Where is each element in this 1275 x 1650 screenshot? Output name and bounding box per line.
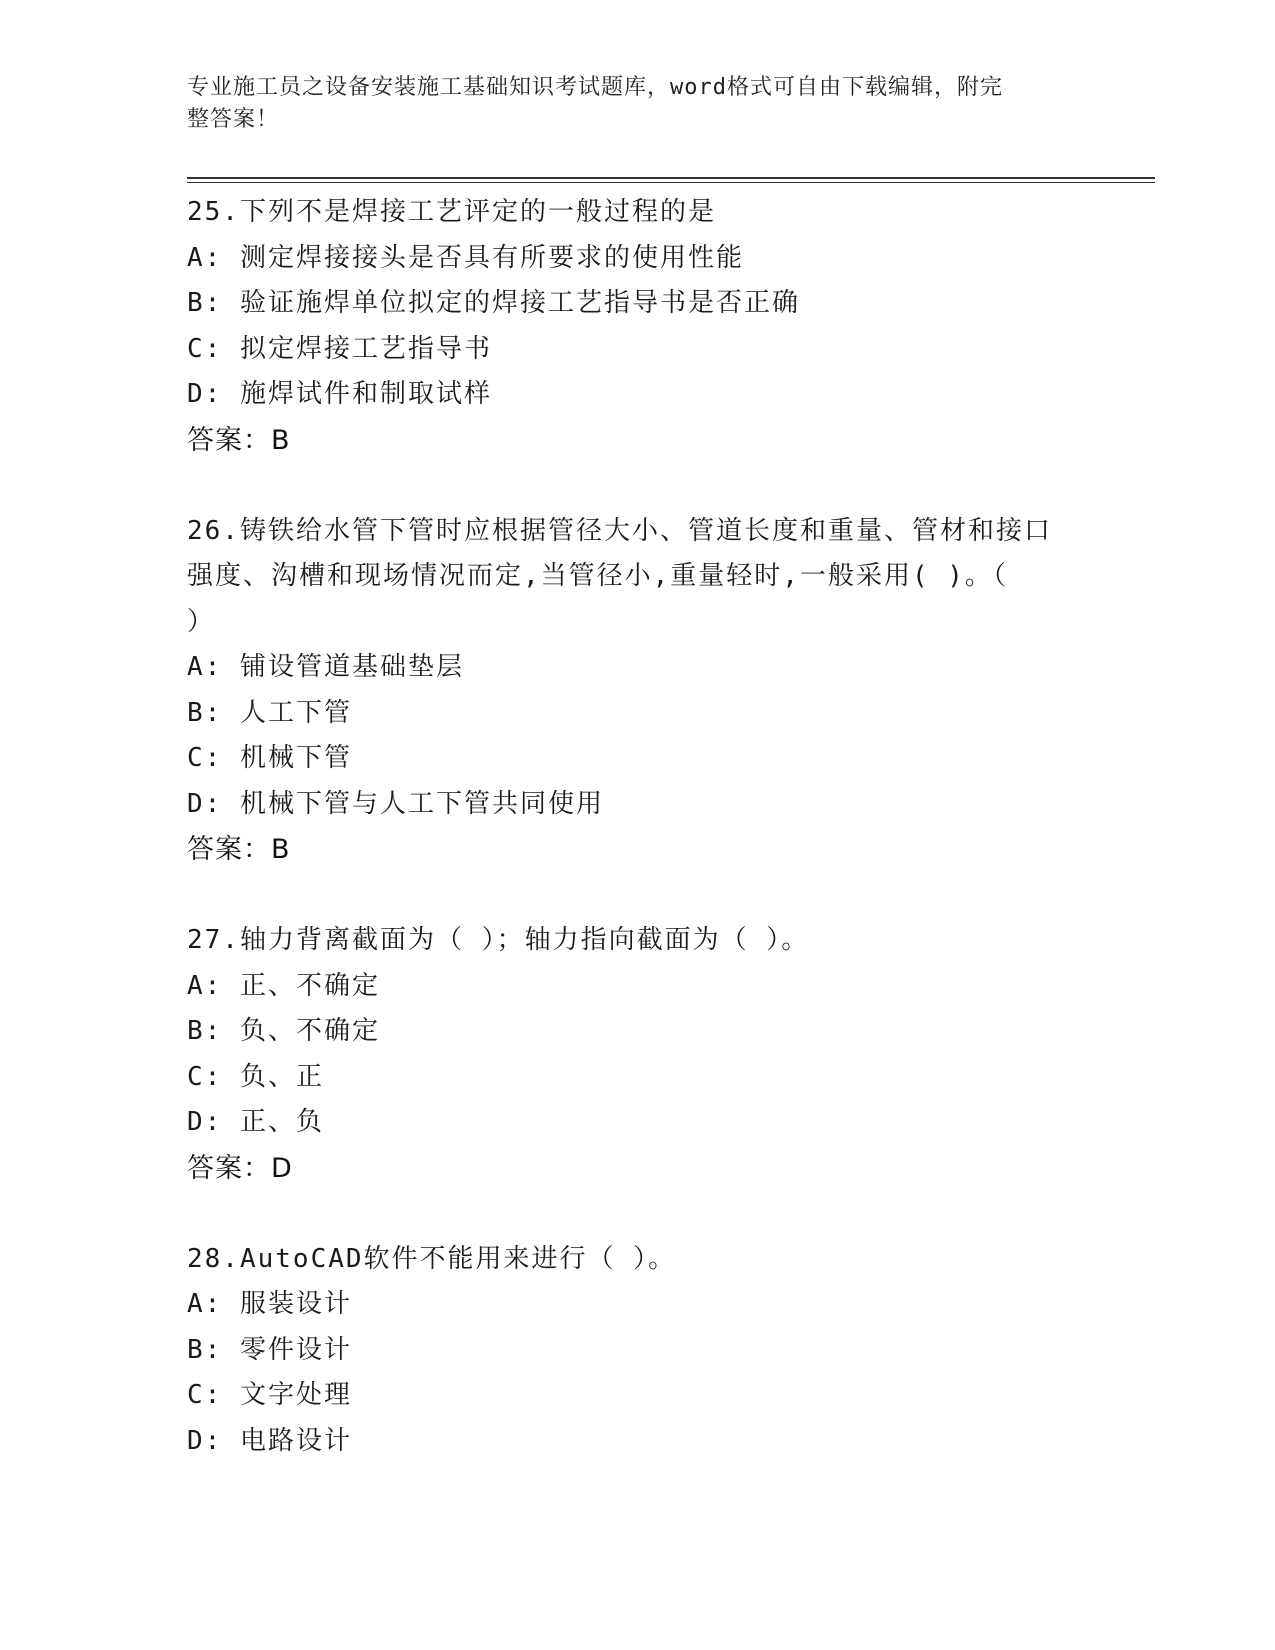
option-d: D: 机械下管与人工下管共同使用: [187, 788, 604, 819]
question-stem: 28.AutoCAD软件不能用来进行（ ）。: [187, 1243, 677, 1274]
option-c: C: 负、正: [187, 1061, 324, 1092]
header-divider-thin: [187, 182, 1155, 183]
question-spacer: [187, 1191, 1087, 1237]
question-stem-continued: ）: [187, 606, 216, 637]
option-d: D: 施焊试件和制取试样: [187, 379, 492, 409]
header-line-1: 专业施工员之设备安装施工基础知识考试题库，word格式可自由下载编辑，附完: [187, 75, 1003, 100]
question-28: [187, 1237, 1087, 1465]
question-spacer: [187, 463, 1087, 509]
option-d: D: 电路设计: [187, 1425, 352, 1456]
option-c: C: 机械下管: [187, 743, 352, 773]
question-spacer: [187, 873, 1087, 919]
question-stem: 25.下列不是焊接工艺评定的一般过程的是: [187, 197, 716, 227]
option-c: C: 拟定焊接工艺指导书: [187, 333, 492, 364]
option-d: D: 正、负: [187, 1107, 324, 1137]
question-stem: 26.铸铁给水管下管时应根据管径大小、管道长度和重量、管材和接口: [187, 515, 1052, 546]
option-b: B: 零件设计: [187, 1334, 352, 1365]
option-b: B: 人工下管: [187, 697, 352, 728]
option-b: B: 验证施焊单位拟定的焊接工艺指导书是否正确: [187, 288, 800, 318]
option-a: A: 测定焊接接头是否具有所要求的使用性能: [187, 242, 744, 273]
answer: 答案：B: [187, 424, 291, 456]
question-26: [187, 509, 1087, 919]
document-header: [187, 72, 1067, 136]
question-27: [187, 918, 1087, 1237]
header-line-2: 整答案！: [187, 107, 280, 132]
answer: 答案：B: [187, 834, 291, 865]
option-a: A: 服装设计: [187, 1289, 352, 1319]
question-stem-continued: 强度、沟槽和现场情况而定,当管径小,重量轻时,一般采用( )。（: [187, 561, 1008, 591]
question-stem: 27.轴力背离截面为（ ）；轴力指向截面为（ ）。: [187, 925, 810, 955]
option-b: B: 负、不确定: [187, 1016, 380, 1046]
question-list: [187, 190, 1087, 1464]
option-a: A: 正、不确定: [187, 970, 380, 1001]
option-a: A: 铺设管道基础垫层: [187, 652, 464, 682]
question-25: [187, 190, 1087, 509]
option-c: C: 文字处理: [187, 1380, 352, 1410]
answer: 答案：D: [187, 1152, 293, 1184]
header-divider-thick: [187, 177, 1155, 179]
